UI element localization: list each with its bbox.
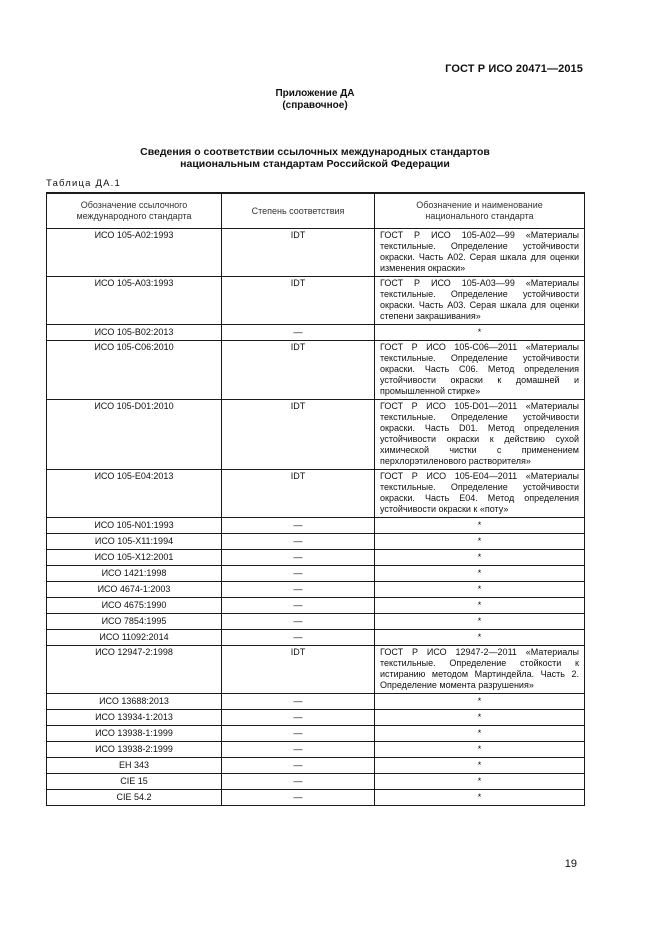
cell-international-standard: ИСО 11092:2014 (47, 630, 222, 646)
table-row (47, 614, 585, 630)
cell-international-standard: CIE 15 (47, 774, 222, 790)
cell-national-standard: * (375, 790, 585, 806)
cell-international-standard: ИСО 4674-1:2003 (47, 582, 222, 598)
table-row (47, 341, 585, 400)
table-row (47, 726, 585, 742)
table-row (47, 582, 585, 598)
cell-national-standard: * (375, 630, 585, 646)
table-row (47, 758, 585, 774)
cell-international-standard: ИСО 105-X11:1994 (47, 534, 222, 550)
annex-block (0, 88, 630, 112)
cell-national-standard: * (375, 518, 585, 534)
cell-international-standard: ИСО 13938-1:1999 (47, 726, 222, 742)
annex-status: (справочное) (282, 100, 348, 111)
cell-international-standard: ИСО 12947-2:1998 (47, 646, 222, 694)
cell-degree-of-correspondence: — (222, 518, 375, 534)
table-row (47, 534, 585, 550)
standards-table (46, 192, 585, 806)
cell-international-standard: ИСО 105-X12:2001 (47, 550, 222, 566)
table-row (47, 566, 585, 582)
cell-international-standard: ИСО 105-A03:1993 (47, 277, 222, 325)
cell-international-standard: ИСО 105-C06:2010 (47, 341, 222, 400)
table-row (47, 550, 585, 566)
table-body (47, 229, 585, 806)
cell-degree-of-correspondence: — (222, 694, 375, 710)
cell-degree-of-correspondence: — (222, 758, 375, 774)
table-row (47, 518, 585, 534)
cell-international-standard: ИСО 1421:1998 (47, 566, 222, 582)
cell-national-standard: * (375, 694, 585, 710)
cell-degree-of-correspondence: — (222, 325, 375, 341)
table-row (47, 742, 585, 758)
page-number: 19 (564, 858, 577, 870)
cell-national-standard: * (375, 598, 585, 614)
cell-international-standard: ИСО 13934-1:2013 (47, 710, 222, 726)
cell-national-standard: * (375, 566, 585, 582)
cell-degree-of-correspondence: — (222, 598, 375, 614)
cell-degree-of-correspondence: IDT (222, 341, 375, 400)
cell-degree-of-correspondence: IDT (222, 229, 375, 277)
cell-national-standard: ГОСТ Р ИСО 105-А02—99 «Материалы текстильные. Определение устойчивости окраски. Часть А02. Серая шкала для оценки изменения окраски» (375, 229, 585, 277)
cell-degree-of-correspondence: — (222, 614, 375, 630)
cell-national-standard: ГОСТ Р ИСО 105-С06—2011 «Материалы текстильные. Определение устойчивости окраски. Часть С06. Метод определения устойчивости окраски к домашней и промышленной стирке» (375, 341, 585, 400)
cell-international-standard: ИСО 13938-2:1999 (47, 742, 222, 758)
cell-national-standard: * (375, 774, 585, 790)
cell-degree-of-correspondence: — (222, 774, 375, 790)
cell-national-standard: * (375, 582, 585, 598)
cell-international-standard: ИСО 105-N01:1993 (47, 518, 222, 534)
annex-title: Приложение ДА (275, 88, 355, 99)
table-row (47, 790, 585, 806)
table-row (47, 710, 585, 726)
cell-degree-of-correspondence: IDT (222, 400, 375, 470)
cell-national-standard: * (375, 710, 585, 726)
cell-international-standard: ЕН 343 (47, 758, 222, 774)
cell-international-standard: ИСО 7854:1995 (47, 614, 222, 630)
cell-degree-of-correspondence: — (222, 790, 375, 806)
cell-degree-of-correspondence: — (222, 550, 375, 566)
cell-degree-of-correspondence: — (222, 582, 375, 598)
column-header-national: Обозначение и наименование национального стандарта (375, 193, 585, 229)
section-heading (0, 146, 630, 170)
cell-national-standard: ГОСТ Р ИСО 105-Е04—2011 «Материалы текстильные. Определение устойчивости окраски. Часть Е04. Метод определения устойчивости окраски к «поту» (375, 470, 585, 518)
cell-national-standard: * (375, 742, 585, 758)
cell-international-standard: ИСО 105-A02:1993 (47, 229, 222, 277)
cell-national-standard: * (375, 534, 585, 550)
cell-degree-of-correspondence: — (222, 726, 375, 742)
section-heading-line-2: национальным стандартам Российской Федерации (180, 158, 450, 170)
cell-national-standard: * (375, 758, 585, 774)
section-heading-line-1: Сведения о соответствии ссылочных международных стандартов (140, 146, 490, 158)
table-row (47, 277, 585, 325)
cell-degree-of-correspondence: IDT (222, 646, 375, 694)
cell-degree-of-correspondence: — (222, 710, 375, 726)
table-row (47, 400, 585, 470)
column-header-degree: Степень соответствия (222, 193, 375, 229)
cell-international-standard: ИСО 105-D01:2010 (47, 400, 222, 470)
cell-degree-of-correspondence: IDT (222, 470, 375, 518)
cell-international-standard: ИСО 105-E04:2013 (47, 470, 222, 518)
cell-national-standard: ГОСТ Р ИСО 12947-2—2011 «Материалы текстильные. Определение стойкости к истиранию методом Мартиндейла. Часть 2. Определение момента разрушения» (375, 646, 585, 694)
table-row (47, 325, 585, 341)
table-row (47, 470, 585, 518)
cell-national-standard: * (375, 726, 585, 742)
table-label: Таблица ДА.1 (46, 178, 121, 189)
cell-international-standard: ИСО 4675:1990 (47, 598, 222, 614)
table-row (47, 646, 585, 694)
cell-national-standard: ГОСТ Р ИСО 105-D01—2011 «Материалы текстильные. Определение устойчивости окраски. Часть D01. Метод определения устойчивости окраски к действию сухой химической чистки с применением перхлорэтиленового растворителя» (375, 400, 585, 470)
table-header-row (47, 193, 585, 229)
table-row (47, 630, 585, 646)
table-row (47, 694, 585, 710)
cell-international-standard: ИСО 105-B02:2013 (47, 325, 222, 341)
cell-degree-of-correspondence: — (222, 534, 375, 550)
cell-degree-of-correspondence: — (222, 742, 375, 758)
cell-international-standard: ИСО 13688:2013 (47, 694, 222, 710)
cell-national-standard: * (375, 614, 585, 630)
cell-degree-of-correspondence: — (222, 630, 375, 646)
document-number: ГОСТ Р ИСО 20471—2015 (445, 63, 583, 75)
cell-degree-of-correspondence: IDT (222, 277, 375, 325)
cell-national-standard: * (375, 325, 585, 341)
table-row (47, 774, 585, 790)
cell-national-standard: ГОСТ Р ИСО 105-А03—99 «Материалы текстильные. Определение устойчивости окраски. Часть А03. Серая шкала для оценки степени закрашивания» (375, 277, 585, 325)
cell-national-standard: * (375, 550, 585, 566)
column-header-international: Обозначение ссылочного международного стандарта (47, 193, 222, 229)
cell-international-standard: CIE 54.2 (47, 790, 222, 806)
table-row (47, 598, 585, 614)
table-row (47, 229, 585, 277)
cell-degree-of-correspondence: — (222, 566, 375, 582)
